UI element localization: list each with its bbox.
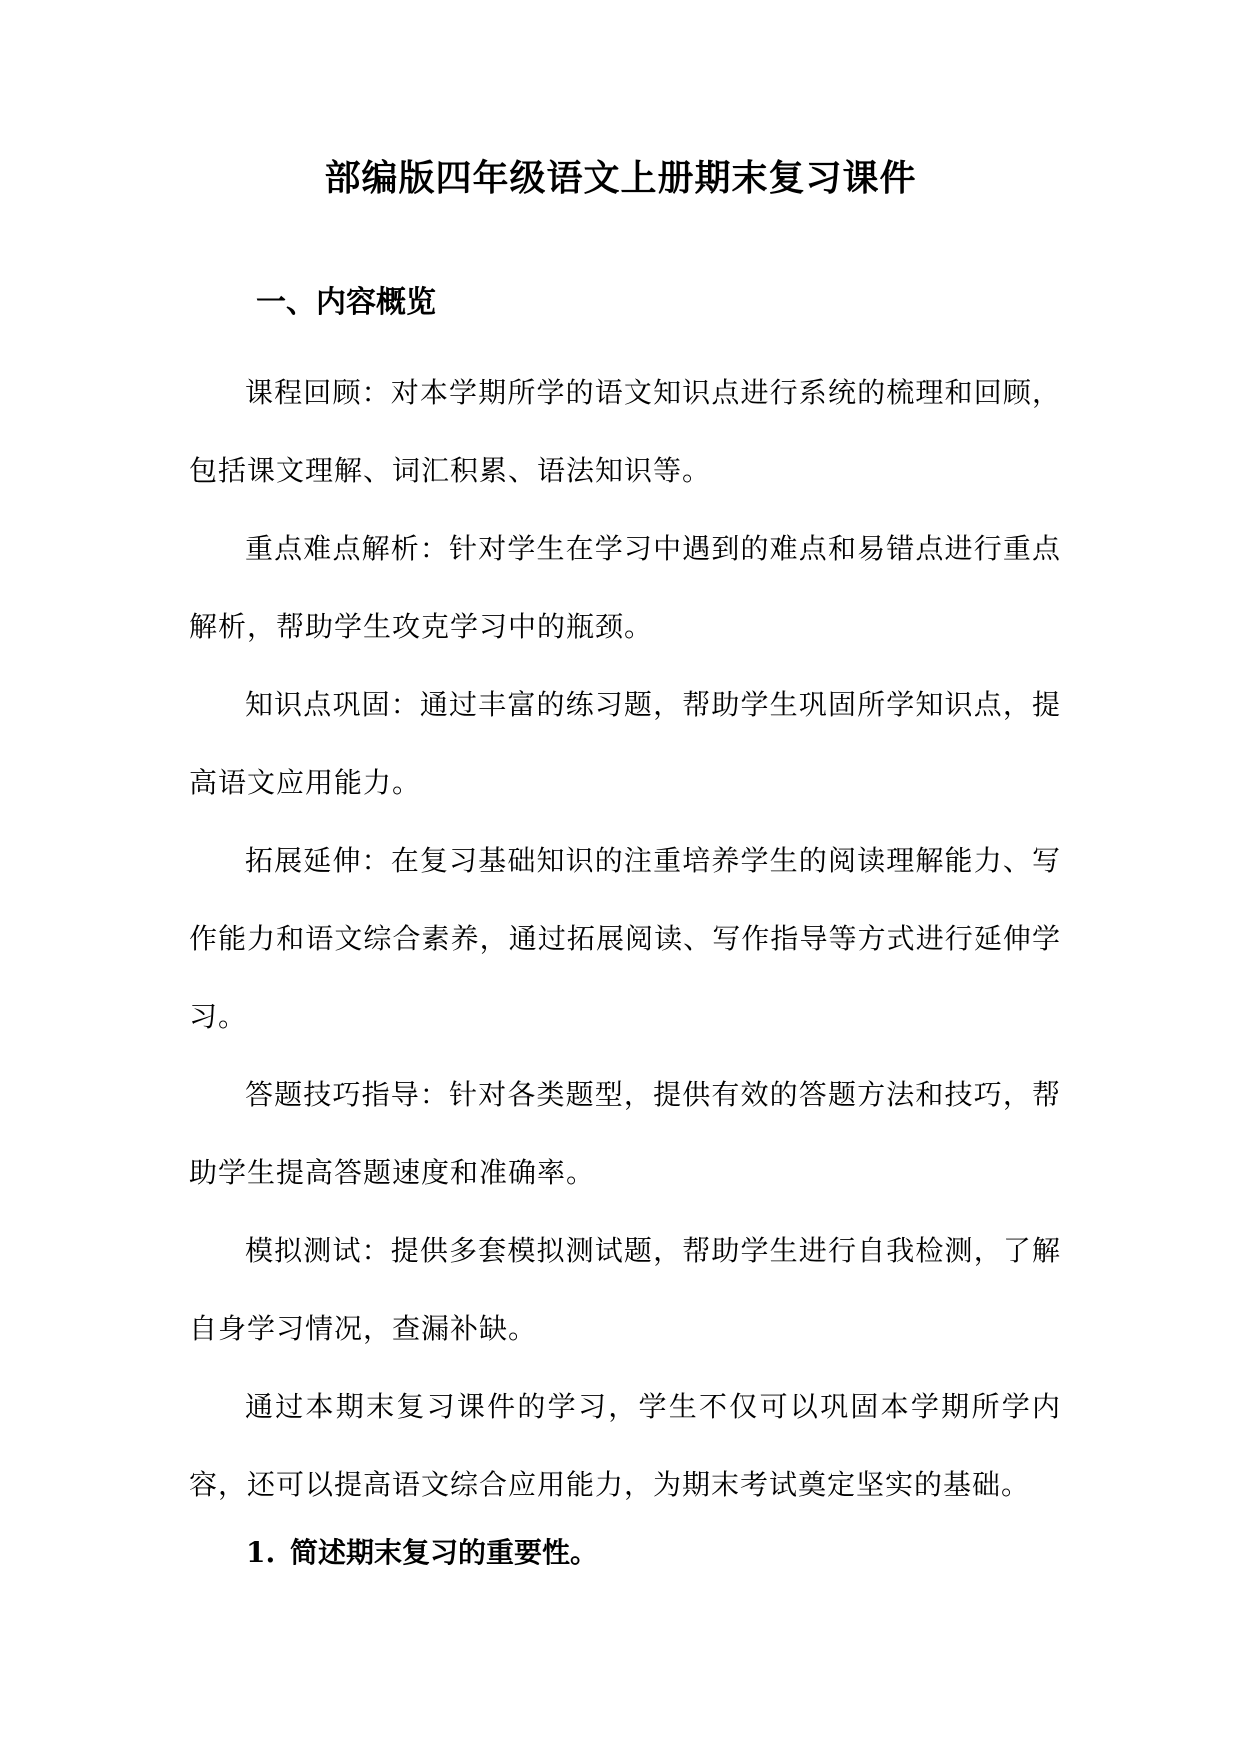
document-title: 部编版四年级语文上册期末复习课件: [324, 157, 917, 199]
paragraph-knowledge-consolidation: 知识点巩固：通过丰富的练习题，帮助学生巩固所学知识点，提高语文应用能力。: [189, 688, 1061, 799]
document-body: [189, 354, 1061, 1524]
paragraph-extension: 拓展延伸：在复习基础知识的注重培养学生的阅读理解能力、写作能力和语文综合素养，通过拓展阅读、写作指导等方式进行延伸学习。: [189, 844, 1061, 1033]
paragraph-key-difficulties: 重点难点解析：针对学生在学习中遇到的难点和易错点进行重点解析，帮助学生攻克学习中的瓶颈。: [189, 532, 1061, 643]
paragraph-course-review: 课程回顾：对本学期所学的语文知识点进行系统的梳理和回顾，包括课文理解、词汇积累、语法知识等。: [189, 376, 1061, 487]
question-number: 1.: [246, 1536, 276, 1569]
paragraph-summary: 通过本期末复习课件的学习，学生不仅可以巩固本学期所学内容，还可以提高语文综合应用能力，为期末考试奠定坚实的基础。: [189, 1390, 1061, 1501]
question-text: 简述期末复习的重要性。: [290, 1536, 599, 1569]
numbered-question: [246, 1528, 598, 1578]
paragraph-mock-test: 模拟测试：提供多套模拟测试题，帮助学生进行自我检测，了解自身学习情况，查漏补缺。: [189, 1234, 1061, 1345]
paragraph-answer-skills: 答题技巧指导：针对各类题型，提供有效的答题方法和技巧，帮助学生提高答题速度和准确率。: [189, 1078, 1061, 1189]
section-heading: 一、内容概览: [256, 285, 436, 320]
